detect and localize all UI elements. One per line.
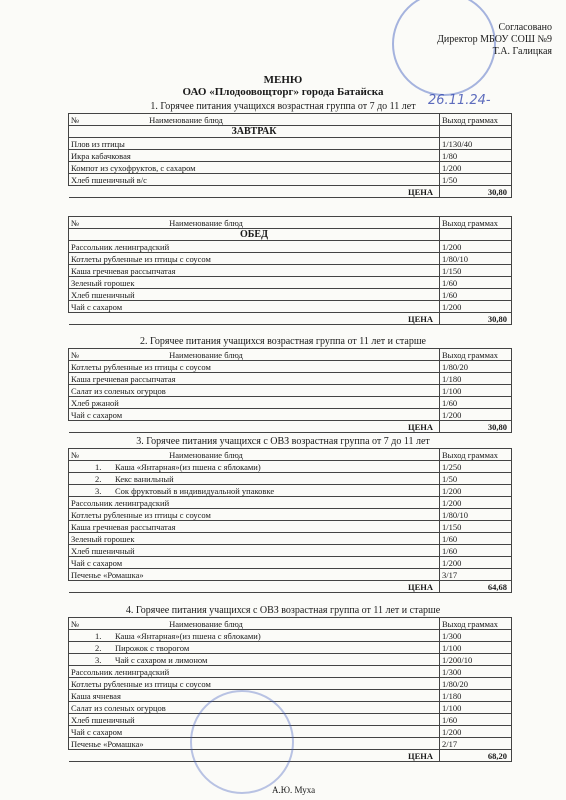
- dish-yield: 1/60: [440, 397, 512, 409]
- dish-yield: 1/300: [440, 666, 512, 678]
- dish-yield: 1/200: [440, 557, 512, 569]
- section-2-title: 2. Горячее питания учащихся возрастная группа от 11 лет и старше: [140, 336, 426, 347]
- breakfast-table: [68, 113, 512, 198]
- table-row: [69, 557, 512, 569]
- table-header-row: [69, 217, 512, 229]
- dish-yield: 2/17: [440, 738, 512, 750]
- table-row: [69, 361, 512, 373]
- table-row: [69, 545, 512, 557]
- header-num: № Наименование блюд: [69, 618, 440, 630]
- dish-number: 1.: [95, 461, 102, 472]
- dish-yield: 3/17: [440, 569, 512, 581]
- header-yield: Выход граммах: [440, 618, 512, 630]
- table-row: [69, 461, 512, 473]
- dish-name: Котлеты рубленные из птицы с соусом: [69, 509, 440, 521]
- dish-name: Рассольник ленинградский: [69, 241, 440, 253]
- table-row: [69, 569, 512, 581]
- dish-yield: 1/150: [440, 521, 512, 533]
- table-row: [69, 521, 512, 533]
- section-4-title: 4. Горячее питания учащихся с ОВЗ возрастная группа от 11 лет и старше: [125, 605, 441, 616]
- meal-lunch: ОБЕД: [69, 229, 440, 241]
- table-row: [69, 138, 512, 150]
- price-label: ЦЕНА: [69, 313, 440, 325]
- dish-name: Зеленый горошек: [69, 533, 440, 545]
- price-label: ЦЕНА: [69, 750, 440, 762]
- dish-name: Плов из птицы: [69, 138, 440, 150]
- dish-name: Хлеб пшеничный: [69, 545, 440, 557]
- dish-yield: 1/50: [440, 473, 512, 485]
- dish-yield: 1/200: [440, 497, 512, 509]
- table-row: [69, 409, 512, 421]
- dish-yield: 1/180: [440, 373, 512, 385]
- price-row: [69, 186, 512, 198]
- dish-name: 1. Каша «Янтарная»(из пшена с яблоками): [69, 630, 440, 642]
- table-row: [69, 289, 512, 301]
- section-3-table: [68, 448, 512, 593]
- dish-yield: 1/150: [440, 265, 512, 277]
- dish-name: 3. Сок фруктовый в индивидуальной упаковке: [69, 485, 440, 497]
- price-row: [69, 313, 512, 325]
- dish-name: Каша ячневая: [69, 690, 440, 702]
- dish-name: Хлеб пшеничный: [69, 714, 440, 726]
- table-row: [69, 690, 512, 702]
- dish-name: Чай с сахаром: [69, 557, 440, 569]
- table-row: [69, 642, 512, 654]
- header-num: № Наименование блюд: [69, 114, 440, 126]
- dish-number: 1.: [95, 630, 102, 641]
- price-value: 30,80: [440, 186, 512, 198]
- table-row: [69, 533, 512, 545]
- dish-name: Чай с сахаром: [69, 409, 440, 421]
- table-header-row: [69, 618, 512, 630]
- header-yield: Выход граммах: [440, 349, 512, 361]
- dish-name: Хлеб пшеничный в/с: [69, 174, 440, 186]
- price-label: ЦЕНА: [69, 421, 440, 433]
- dish-name: Котлеты рубленные из птицы с соусом: [69, 678, 440, 690]
- table-row: [69, 301, 512, 313]
- table-row: [69, 241, 512, 253]
- dish-yield: 1/130/40: [440, 138, 512, 150]
- dish-yield: 1/200: [440, 485, 512, 497]
- dish-name: 3. Чай с сахаром и лимоном: [69, 654, 440, 666]
- table-row: [69, 253, 512, 265]
- dish-name: Зеленый горошек: [69, 277, 440, 289]
- table-row: [69, 666, 512, 678]
- table-row: [69, 473, 512, 485]
- table-header-row: [69, 114, 512, 126]
- dish-yield: 1/80: [440, 150, 512, 162]
- footer-signature: А.Ю. Муха: [272, 785, 316, 795]
- dish-name: Печенье «Ромашка»: [69, 738, 440, 750]
- dish-yield: 1/300: [440, 630, 512, 642]
- meal-breakfast: ЗАВТРАК: [69, 126, 440, 138]
- dish-yield: 1/200: [440, 409, 512, 421]
- dish-yield: 1/200: [440, 162, 512, 174]
- dish-yield: 1/200: [440, 241, 512, 253]
- dish-yield: 1/60: [440, 289, 512, 301]
- approval-line-1: Согласовано: [498, 22, 552, 33]
- dish-name: Хлеб ржаной: [69, 397, 440, 409]
- table-row: [69, 397, 512, 409]
- table-header-row: [69, 349, 512, 361]
- table-header-row: [69, 449, 512, 461]
- dish-number: 2.: [95, 642, 102, 653]
- dish-name: Печенье «Ромашка»: [69, 569, 440, 581]
- round-stamp-bottom: [190, 690, 294, 794]
- approval-block: [432, 22, 552, 58]
- price-row: [69, 421, 512, 433]
- table-row: [69, 174, 512, 186]
- table-row: [69, 373, 512, 385]
- price-value: 64,68: [440, 581, 512, 593]
- dish-yield: 1/60: [440, 714, 512, 726]
- section-1-title: 1. Горячее питания учащихся возрастная группа от 7 до 11 лет: [150, 101, 416, 112]
- dish-name: Икра кабачковая: [69, 150, 440, 162]
- table-row: [69, 265, 512, 277]
- dish-name: Чай с сахаром: [69, 726, 440, 738]
- dish-number: 2.: [95, 473, 102, 484]
- dish-yield: 1/100: [440, 385, 512, 397]
- dish-name: Рассольник ленинградский: [69, 497, 440, 509]
- table-row: [69, 509, 512, 521]
- section-2-table: [68, 348, 512, 433]
- table-row: [69, 497, 512, 509]
- dish-name: Салат из соленых огурцов: [69, 385, 440, 397]
- dish-name: Каша гречневая рассыпчатая: [69, 265, 440, 277]
- header-num: № Наименование блюд: [69, 217, 440, 229]
- section-3-title: 3. Горячее питания учащихся с ОВЗ возрастная группа от 7 до 11 лет: [136, 436, 430, 447]
- document-title: [0, 74, 566, 98]
- table-row: [69, 678, 512, 690]
- header-num: № Наименование блюд: [69, 349, 440, 361]
- header-yield: Выход граммах: [440, 217, 512, 229]
- dish-yield: 1/80/10: [440, 253, 512, 265]
- approval-line-2: Директор МБОУ СОШ №9: [437, 34, 552, 45]
- dish-name: Котлеты рубленные из птицы с соусом: [69, 361, 440, 373]
- header-yield: Выход граммах: [440, 449, 512, 461]
- dish-yield: 1/80/20: [440, 361, 512, 373]
- price-value: 30,80: [440, 421, 512, 433]
- dish-name: 2. Пирожок с творогом: [69, 642, 440, 654]
- dish-name: Салат из соленых огурцов: [69, 702, 440, 714]
- dish-name: 2. Кекс ванильный: [69, 473, 440, 485]
- lunch-table: [68, 216, 512, 325]
- dish-number: 3.: [95, 485, 102, 496]
- dish-yield: 1/100: [440, 702, 512, 714]
- price-row: [69, 581, 512, 593]
- dish-name: Чай с сахаром: [69, 301, 440, 313]
- price-label: ЦЕНА: [69, 581, 440, 593]
- dish-yield: 1/200: [440, 301, 512, 313]
- dish-number: 3.: [95, 654, 102, 665]
- table-row: [69, 654, 512, 666]
- dish-name: Каша гречневая рассыпчатая: [69, 373, 440, 385]
- price-value: 30,80: [440, 313, 512, 325]
- dish-yield: 1/60: [440, 533, 512, 545]
- dish-name: 1. Каша «Янтарная»(из пшена с яблоками): [69, 461, 440, 473]
- price-label: ЦЕНА: [69, 186, 440, 198]
- handwritten-date: 26.11.24-: [428, 93, 491, 108]
- menu-title: МЕНЮ: [263, 74, 303, 86]
- dish-yield: 1/60: [440, 545, 512, 557]
- dish-yield: 1/80/20: [440, 678, 512, 690]
- table-row: [69, 277, 512, 289]
- dish-name: Каша гречневая рассыпчатая: [69, 521, 440, 533]
- header-num: № Наименование блюд: [69, 449, 440, 461]
- dish-yield: 1/200/10: [440, 654, 512, 666]
- table-row: [69, 630, 512, 642]
- table-row: [69, 162, 512, 174]
- price-value: 68,20: [440, 750, 512, 762]
- dish-yield: 1/60: [440, 277, 512, 289]
- dish-yield: 1/200: [440, 726, 512, 738]
- dish-yield: 1/50: [440, 174, 512, 186]
- table-row: [69, 150, 512, 162]
- dish-yield: 1/80/10: [440, 509, 512, 521]
- menu-subtitle: ОАО «Плодоовощторг» города Батайска: [182, 86, 384, 98]
- dish-name: Компот из сухофруктов, с сахаром: [69, 162, 440, 174]
- dish-name: Рассольник ленинградский: [69, 666, 440, 678]
- approval-line-3: Т.А. Галицкая: [492, 46, 552, 57]
- table-row: [69, 702, 512, 714]
- dish-name: Хлеб пшеничный: [69, 289, 440, 301]
- table-row: [69, 385, 512, 397]
- dish-name: Котлеты рубленные из птицы с соусом: [69, 253, 440, 265]
- dish-yield: 1/250: [440, 461, 512, 473]
- dish-yield: 1/100: [440, 642, 512, 654]
- table-row: [69, 485, 512, 497]
- dish-yield: 1/180: [440, 690, 512, 702]
- header-yield: Выход граммах: [440, 114, 512, 126]
